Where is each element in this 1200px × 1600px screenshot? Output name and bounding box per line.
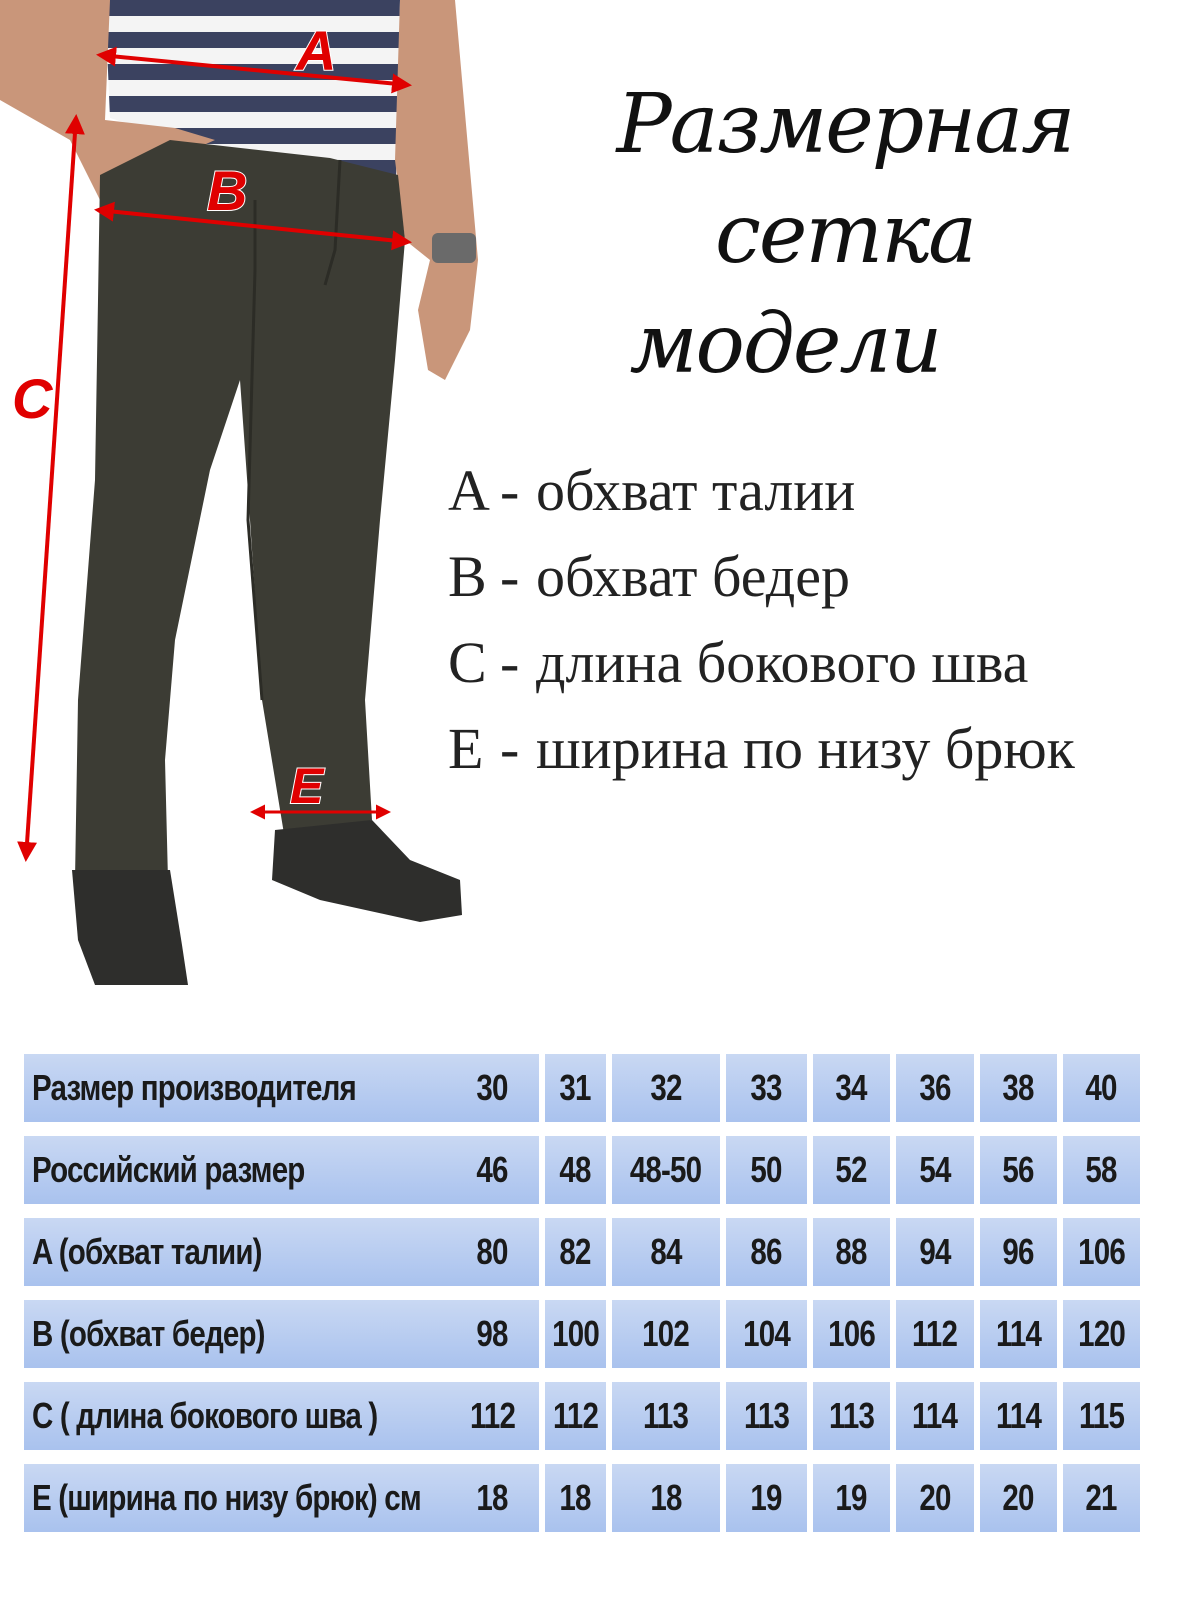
row-header-text: C ( длина бокового шва ) [32, 1395, 378, 1436]
table-cell [980, 1136, 1057, 1204]
table-cell [612, 1300, 720, 1368]
table-cell [813, 1054, 890, 1122]
table-cell [896, 1136, 974, 1204]
table-cell-value: 113 [643, 1395, 689, 1436]
table-cell-value: 115 [1078, 1395, 1125, 1436]
legend-letter: B [448, 544, 487, 609]
table-cell [980, 1054, 1057, 1122]
table-cell [813, 1464, 890, 1532]
table-cell [545, 1136, 606, 1204]
table-cell [545, 1300, 606, 1368]
table-cell [446, 1382, 539, 1450]
table-cell [612, 1464, 720, 1532]
table-cell [612, 1218, 720, 1286]
table-cell-value: 30 [476, 1067, 509, 1108]
table-cell-value: 114 [995, 1313, 1042, 1354]
table-row [24, 1464, 1184, 1532]
table-cell [896, 1300, 974, 1368]
table-cell-value: 38 [1002, 1067, 1035, 1108]
table-cell [545, 1054, 606, 1122]
table-cell-value: 18 [476, 1477, 509, 1518]
title-line-1: Размерная сетка [616, 77, 1074, 282]
row-header-cell [24, 1382, 468, 1450]
table-cell-value: 34 [835, 1067, 868, 1108]
legend-dash: - [500, 716, 520, 781]
measurement-legend [448, 448, 1188, 792]
table-cell-value: 52 [835, 1149, 868, 1190]
label-a: A [296, 19, 337, 82]
table-cell-value: 106 [828, 1313, 875, 1354]
table-cell-value: 58 [1085, 1149, 1118, 1190]
table-cell-value: 48-50 [630, 1149, 702, 1190]
table-cell [726, 1054, 807, 1122]
legend-item [448, 448, 1188, 534]
table-cell [545, 1218, 606, 1286]
legend-text: ширина по низу брюк [536, 716, 1075, 781]
table-cell-value: 112 [552, 1395, 599, 1436]
legend-letter: C [448, 630, 487, 695]
table-cell-value: 40 [1085, 1067, 1118, 1108]
legend-text: обхват талии [536, 458, 856, 523]
table-cell-value: 18 [559, 1477, 592, 1518]
table-cell-value: 100 [552, 1313, 599, 1354]
table-cell-value: 80 [476, 1231, 509, 1272]
table-cell-value: 21 [1085, 1477, 1118, 1518]
row-header-text: Размер производителя [32, 1067, 356, 1108]
table-cell [1063, 1382, 1140, 1450]
row-header-text: B (обхват бедер) [32, 1313, 265, 1354]
label-e: E [290, 758, 324, 814]
table-cell-value: 18 [650, 1477, 682, 1518]
table-cell [813, 1382, 890, 1450]
legend-dash: - [500, 630, 520, 695]
table-cell-value: 20 [1002, 1477, 1035, 1518]
legend-text: обхват бедер [536, 544, 850, 609]
table-row [24, 1054, 1184, 1122]
table-cell [545, 1382, 606, 1450]
table-cell [446, 1136, 539, 1204]
table-cell [1063, 1300, 1140, 1368]
table-cell-value: 31 [559, 1067, 592, 1108]
table-cell [980, 1300, 1057, 1368]
table-cell-value: 82 [559, 1231, 592, 1272]
table-cell-value: 120 [1078, 1313, 1125, 1354]
table-cell-value: 96 [1002, 1231, 1035, 1272]
table-cell [446, 1054, 539, 1122]
table-cell-value: 36 [919, 1067, 951, 1108]
table-cell [726, 1218, 807, 1286]
table-cell [980, 1218, 1057, 1286]
table-cell-value: 56 [1002, 1149, 1035, 1190]
row-header-cell [24, 1300, 468, 1368]
row-header-cell [24, 1054, 468, 1122]
table-cell-value: 112 [469, 1395, 516, 1436]
page-title [505, 70, 1185, 400]
legend-letter: E [448, 716, 484, 781]
table-row [24, 1382, 1184, 1450]
row-header-text: A (обхват талии) [32, 1231, 262, 1272]
table-cell-value: 19 [750, 1477, 783, 1518]
table-cell [813, 1300, 890, 1368]
table-cell-value: 106 [1078, 1231, 1125, 1272]
table-cell [612, 1136, 720, 1204]
table-cell-value: 32 [650, 1067, 682, 1108]
table-cell-value: 84 [650, 1231, 682, 1272]
table-cell [1063, 1464, 1140, 1532]
legend-item [448, 706, 1188, 792]
table-cell [896, 1382, 974, 1450]
table-cell-value: 88 [835, 1231, 868, 1272]
table-cell [1063, 1054, 1140, 1122]
row-header-cell [24, 1136, 468, 1204]
table-cell [446, 1218, 539, 1286]
table-cell [446, 1300, 539, 1368]
table-cell-value: 113 [743, 1395, 790, 1436]
row-header-text: Российский размер [32, 1149, 305, 1190]
table-cell [726, 1300, 807, 1368]
table-cell [980, 1382, 1057, 1450]
table-cell-value: 20 [919, 1477, 951, 1518]
table-cell [813, 1136, 890, 1204]
table-cell-value: 94 [919, 1231, 951, 1272]
table-cell-value: 114 [912, 1395, 958, 1436]
table-cell [813, 1218, 890, 1286]
table-cell-value: 114 [995, 1395, 1042, 1436]
legend-item [448, 620, 1188, 706]
table-cell [896, 1218, 974, 1286]
table-cell-value: 98 [476, 1313, 509, 1354]
table-row [24, 1300, 1184, 1368]
table-cell [545, 1464, 606, 1532]
legend-dash: - [500, 458, 520, 523]
table-cell [612, 1382, 720, 1450]
legend-dash: - [500, 544, 520, 609]
table-cell [896, 1054, 974, 1122]
table-cell [726, 1464, 807, 1532]
table-cell-value: 19 [835, 1477, 868, 1518]
row-header-cell [24, 1464, 468, 1532]
table-row [24, 1218, 1184, 1286]
table-cell [726, 1382, 807, 1450]
table-cell [612, 1054, 720, 1122]
table-cell-value: 50 [750, 1149, 783, 1190]
table-cell-value: 104 [743, 1313, 790, 1354]
legend-letter: A [448, 458, 490, 523]
title-line-2: модели [629, 297, 941, 392]
table-cell [726, 1136, 807, 1204]
row-header-text: E (ширина по низу брюк) см [32, 1477, 421, 1518]
table-cell-value: 102 [642, 1313, 690, 1354]
table-cell-value: 48 [559, 1149, 592, 1190]
trousers [75, 140, 405, 880]
table-cell [446, 1464, 539, 1532]
label-b: B [207, 159, 248, 222]
table-cell [980, 1464, 1057, 1532]
label-c: C [12, 367, 53, 430]
table-cell-value: 113 [828, 1395, 875, 1436]
legend-item [448, 534, 1188, 620]
table-row [24, 1136, 1184, 1204]
table-cell-value: 54 [919, 1149, 951, 1190]
row-header-cell [24, 1218, 468, 1286]
table-cell-value: 112 [912, 1313, 958, 1354]
model-photo [0, 0, 500, 1010]
legend-text: длина бокового шва [536, 630, 1029, 695]
table-cell [896, 1464, 974, 1532]
table-cell [1063, 1136, 1140, 1204]
table-cell [1063, 1218, 1140, 1286]
table-cell-value: 33 [750, 1067, 783, 1108]
arrow-c [26, 118, 76, 858]
table-cell-value: 46 [476, 1149, 509, 1190]
table-cell-value: 86 [750, 1231, 783, 1272]
